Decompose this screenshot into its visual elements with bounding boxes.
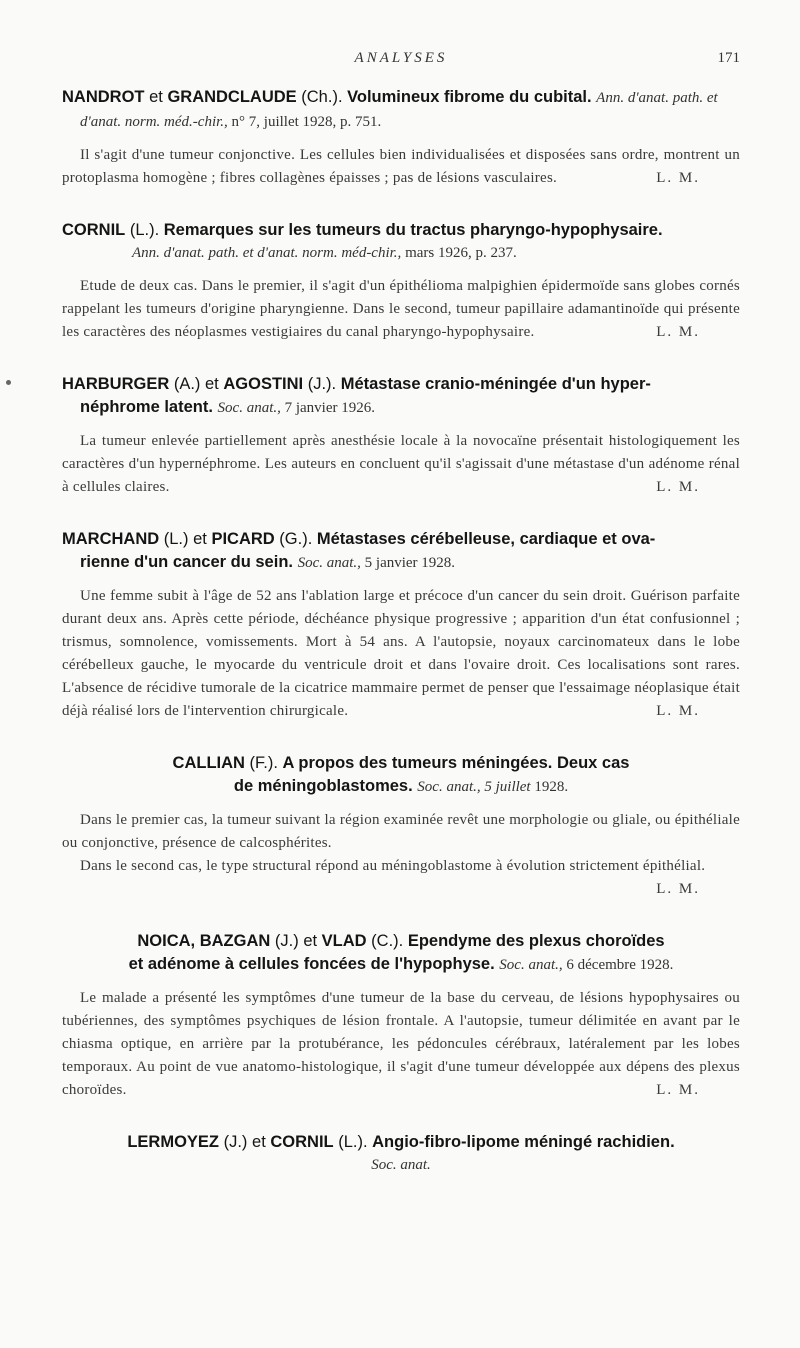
author-initials: (L.).	[125, 221, 164, 239]
article-title: Remarques sur les tumeurs du tractus pharyngo-hypophysaire.	[163, 221, 663, 239]
article-title: Ependyme des plexus choroïdes	[407, 932, 665, 950]
reviewer-signature: L. M.	[656, 881, 700, 897]
journal-name: Soc. anat.,	[499, 957, 563, 973]
article-title-continued: néphrome latent.	[80, 398, 213, 416]
author-initials: (Ch.).	[296, 88, 348, 106]
entry-heading	[62, 219, 740, 265]
entry-heading	[62, 528, 740, 575]
abstract-entry	[62, 930, 740, 1102]
abstract-entry	[62, 752, 740, 901]
author-initials: (J.)	[270, 932, 304, 950]
journal-name: Ann. d'anat. path. et d'anat. norm. méd-chir.,	[132, 245, 402, 261]
author-names: CORNIL	[270, 1133, 334, 1151]
citation-details: mars 1926, p. 237.	[401, 245, 517, 261]
article-title: Volumineux fibrome du cubital.	[347, 88, 592, 106]
entry-heading	[62, 86, 740, 134]
connector: et	[144, 88, 168, 106]
reviewer-signature: L. M.	[656, 703, 700, 719]
connector: et	[193, 530, 212, 548]
entry-heading	[62, 752, 740, 799]
abstract-body	[62, 585, 740, 723]
article-title: Métastase cranio-méningée d'un hyper-	[340, 375, 651, 393]
citation-details: 5 janvier 1928.	[360, 555, 456, 571]
author-names: NOICA, BAZGAN	[137, 932, 271, 950]
reviewer-signature: L. M.	[656, 479, 700, 495]
abstract-text: La tumeur enlevée partiellement après anesthésie locale à la novocaïne présentait histologiquement les caractères d'un hypernéphrome. Les auteurs en concluent qu'il s'agissait d'une métastase d'un adénome rénal à cellules claires.	[62, 433, 740, 495]
article-title-continued: et adénome à cellules foncées de l'hypophyse.	[128, 955, 495, 973]
citation-details: 6 décembre 1928.	[562, 957, 674, 973]
author-initials: (J.)	[219, 1133, 253, 1151]
abstracts-list	[62, 86, 740, 1206]
author-initials: (J.).	[303, 375, 341, 393]
margin-dot	[6, 380, 11, 385]
citation-details: 7 janvier 1926.	[280, 400, 376, 416]
article-title-continued: rienne d'un cancer du sein.	[80, 553, 293, 571]
abstract-text: Une femme subit à l'âge de 52 ans l'ablation large et précoce d'un cancer du sein droit. Guérison parfaite durant deux ans. Après cette période, déchéance physique progressive ; apparition d'un état confusionnel ; trismus, somnolence, vomissements. Mort à 54 ans. A l'autopsie, noyaux carcinomateux dans le lobe cérébelleux gauche, le myocarde du ventricule droit et dans l'ovaire droit. Ces localisations sont rares. L'absence de récidive tumorale de la cicatrice mammaire permet de penser que l'essaimage néoplasique était déjà réalisé lors de l'intervention chirurgicale.	[62, 588, 740, 719]
abstract-body	[62, 144, 740, 190]
journal-name: Ann. d'anat. path. et d'anat. norm. méd.-chir.,	[80, 90, 718, 130]
abstract-body	[62, 275, 740, 344]
author-names: NANDROT	[62, 88, 145, 106]
connector: et	[205, 375, 224, 393]
abstract-entry	[62, 528, 740, 723]
author-initials: (F.).	[244, 754, 283, 772]
abstract-body	[62, 430, 740, 499]
author-names: CORNIL	[62, 221, 126, 239]
author-initials: (C.).	[366, 932, 408, 950]
author-names: AGOSTINI	[223, 375, 304, 393]
article-title: Angio-fibro-lipome méningé rachidien.	[372, 1133, 675, 1151]
journal-name: Soc. anat.	[371, 1157, 431, 1173]
entry-heading	[62, 930, 740, 977]
reviewer-signature: L. M.	[656, 170, 700, 186]
reviewer-signature: L. M.	[656, 324, 700, 340]
author-initials: (A.)	[169, 375, 205, 393]
journal-name: Soc. anat., 5 juillet	[417, 779, 531, 795]
abstract-text: Le malade a présenté les symptômes d'une tumeur de la base du cerveau, de lésions hypophysaires ou tubériennes, des symptômes psychiques de lésion frontale. A l'autopsie, tumeur délimitée en avant par le chiasma optique, en arrière par la protubérance, les pédoncules cérébraux, latéralement par les lobes temporaux. Au point de vue anatomo-histologique, il s'agit d'une tumeur développée aux dépens des plexus choroïdes.	[62, 990, 740, 1098]
connector: et	[252, 1133, 271, 1151]
article-title-continued: de méningoblastomes.	[233, 777, 413, 795]
abstract-entry	[62, 219, 740, 344]
author-names: LERMOYEZ	[127, 1133, 220, 1151]
reviewer-signature: L. M.	[656, 1082, 700, 1098]
page-number: 171	[717, 50, 740, 66]
author-initials: (L.).	[333, 1133, 373, 1151]
running-header	[62, 50, 740, 72]
author-initials: (G.).	[274, 530, 317, 548]
abstract-text: Dans le second cas, le type structural répond au méningoblastome à évolution strictement épithélial.	[80, 858, 706, 874]
abstract-text: Il s'agit d'une tumeur conjonctive. Les cellules bien individualisées et disposées sans ordre, montrent un protoplasma homogène ; fibres collagènes épaisses ; pas de lésions vasculaires.	[62, 147, 740, 186]
abstract-entry	[62, 373, 740, 499]
author-names: GRANDCLAUDE	[167, 88, 297, 106]
abstract-body	[62, 987, 740, 1102]
author-names: PICARD	[211, 530, 275, 548]
author-names: VLAD	[321, 932, 367, 950]
author-names: CALLIAN	[172, 754, 245, 772]
abstract-entry	[62, 86, 740, 190]
entry-heading	[62, 1131, 740, 1177]
journal-name: Soc. anat.,	[217, 400, 281, 416]
author-initials: (L.)	[159, 530, 194, 548]
author-names: HARBURGER	[62, 375, 170, 393]
citation-details: n° 7, juillet 1928, p. 751.	[227, 114, 382, 130]
running-title: ANALYSES	[354, 50, 448, 66]
entry-heading	[62, 373, 740, 420]
abstract-body	[62, 855, 740, 897]
author-names: MARCHAND	[62, 530, 160, 548]
abstract-entry	[62, 1131, 740, 1177]
connector: et	[303, 932, 322, 950]
abstract-text: Etude de deux cas. Dans le premier, il s'agit d'un épithélioma malpighien épidermoïde sans globes cornés rappelant les tumeurs d'origine pharyngienne. Dans le second, tumeur papillaire adamantinoïde qui présente les caractères des néoplasmes vestigiaires du canal pharyngo-hypophysaire.	[62, 278, 740, 340]
abstract-text: Dans le premier cas, la tumeur suivant la région examinée revêt une morphologie ou gliale, ou épithéliale ou conjonctive, présence de calcosphérites.	[62, 812, 740, 851]
journal-name: Soc. anat.,	[297, 555, 361, 571]
citation-details: 1928.	[530, 779, 569, 795]
abstract-body	[62, 809, 740, 855]
article-title: Métastases cérébelleuse, cardiaque et ova-	[316, 530, 656, 548]
article-title: A propos des tumeurs méningées. Deux cas	[282, 754, 630, 772]
